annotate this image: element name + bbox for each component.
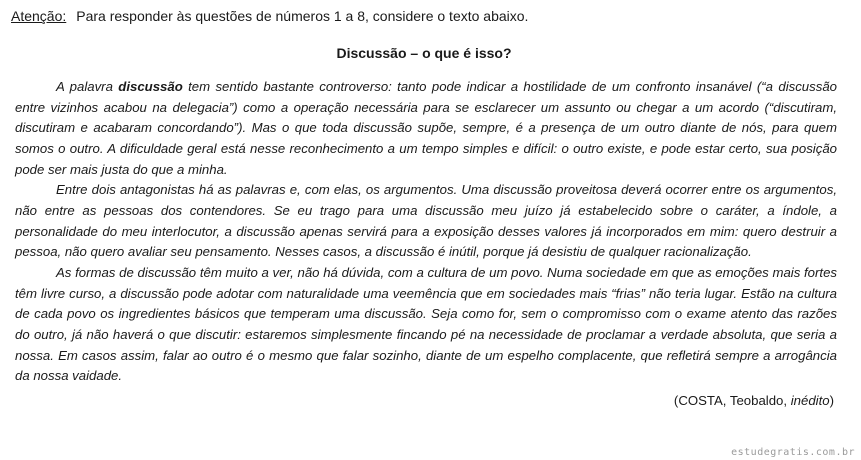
body-text xyxy=(11,77,837,387)
source-italic: inédito xyxy=(790,392,830,408)
attention-note xyxy=(11,6,837,26)
paragraph-1-rest: tem sentido bastante controverso: tanto pode indicar a hostilidade de um confronto insanável (“a discussão entre vizinhos acabou na delegacia”) como a operação necessária para se esclarecer um assunto ou chegar a um acordo (“discutiram, discutiram e acabaram concordando”). Mas o que toda discussão supõe, sempre, é a presença de um outro diante de nós, para quem somos o outro. A dificuldade geral está nesse reconhecimento a um tempo simples e difícil: o outro existe, e pode estar certo, sua posição pode ser mais justa do que a minha. xyxy=(15,79,838,177)
document-page xyxy=(11,6,837,411)
attention-text: Para responder às questões de números 1 a 8, considere o texto abaixo. xyxy=(76,8,529,24)
source-prefix: (COSTA, Teobaldo, xyxy=(673,392,791,408)
source-suffix: ) xyxy=(829,392,834,408)
paragraph-1-start: A palavra xyxy=(56,79,119,94)
paragraph-1 xyxy=(15,77,837,180)
attention-label: Atenção: xyxy=(11,8,67,24)
paragraph-3: As formas de discussão têm muito a ver, não há dúvida, com a cultura de um povo. Numa sociedade em que as emoções mais fortes têm livre curso, a discussão pode adotar com naturalidade uma veemência que em sociedades mais “frias” não teria lugar. Estão na cultura de cada povo os ingredientes básicos que temperam uma discussão. Seja como for, sem o compromisso com o exame atento das razões do outro, já não haverá o que discutir: estaremos simplesmente fincando pé na necessidade de proclamar a verdade absoluta, que seria a nossa. Em casos assim, falar ao outro é o mesmo que falar sozinho, diante de um espelho complacente, que refletirá sempre a arrogância da nossa vaidade. xyxy=(15,264,837,384)
source-citation xyxy=(11,391,837,411)
paragraph-2: Entre dois antagonistas há as palavras e, com elas, os argumentos. Uma discussão proveitosa deverá ocorrer entre os argumentos, não entre as pessoas dos contendores. Se eu trago para uma discussão meu juízo já estabelecido sobre o caráter, a índole, a personalidade do meu interlocutor, a discussão apenas servirá para a exposição desses valores já incorporados em mim: quero destruir a pessoa, não quero avaliar seu pensamento. Nesses casos, a discussão é inútil, porque já desistiu de qualquer racionalização. xyxy=(15,182,837,260)
document-title: Discussão – o que é isso? xyxy=(336,45,512,61)
keyword-discussao: discussão xyxy=(118,79,183,94)
site-watermark: estudegratis.com.br xyxy=(731,447,855,458)
